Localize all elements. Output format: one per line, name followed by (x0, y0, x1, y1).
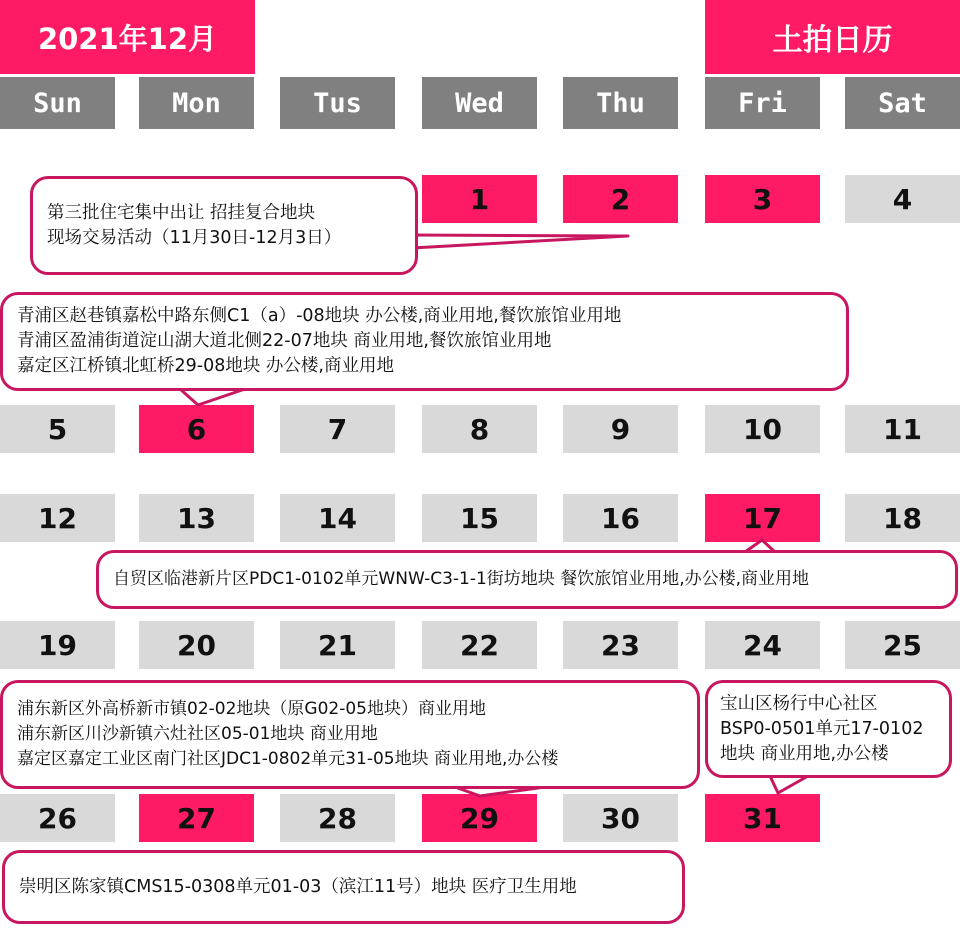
day-cell-10[interactable]: 10 (705, 405, 820, 453)
day-cell-11[interactable]: 11 (845, 405, 960, 453)
callout-dec6 (0, 292, 849, 391)
callout-line: 浦东新区外高桥新市镇02-02地块（原G02-05地块）商业用地 (17, 699, 486, 719)
day-cell-17[interactable]: 17 (705, 494, 820, 542)
day-cell-4[interactable]: 4 (845, 175, 960, 223)
weekday-tus: Tus (280, 77, 395, 129)
callout-dec17 (96, 550, 958, 609)
callout-line: 地块 商业用地,办公楼 (720, 743, 889, 764)
callout-dec1-3 (30, 176, 418, 275)
day-cell-19[interactable]: 19 (0, 621, 115, 669)
callout-line: 自贸区临港新片区PDC1-0102单元WNW-C3-1-1街坊地块 餐饮旅馆业用地,办公楼,商业用地 (113, 569, 810, 589)
day-cell-8[interactable]: 8 (422, 405, 537, 453)
day-cell-5[interactable]: 5 (0, 405, 115, 453)
callout-line: 嘉定区江桥镇北虹桥29-08地块 办公楼,商业用地 (17, 356, 394, 376)
day-cell-30[interactable]: 30 (563, 794, 678, 842)
callout-line: 宝山区杨行中心社区 (720, 693, 878, 714)
callout-pointer-dec31 (770, 776, 808, 793)
day-cell-31[interactable]: 31 (705, 794, 820, 842)
day-cell-25[interactable]: 25 (845, 621, 960, 669)
day-cell-15[interactable]: 15 (422, 494, 537, 542)
day-cell-7[interactable]: 7 (280, 405, 395, 453)
day-cell-3[interactable]: 3 (705, 175, 820, 223)
weekday-thu: Thu (563, 77, 678, 129)
day-cell-26[interactable]: 26 (0, 794, 115, 842)
weekday-fri: Fri (705, 77, 820, 129)
day-cell-9[interactable]: 9 (563, 405, 678, 453)
day-cell-12[interactable]: 12 (0, 494, 115, 542)
day-cell-21[interactable]: 21 (280, 621, 395, 669)
day-cell-13[interactable]: 13 (139, 494, 254, 542)
weekday-wed: Wed (422, 77, 537, 129)
callout-line: 第三批住宅集中出让 招挂复合地块 (47, 202, 316, 223)
callout-pointer-dec6 (180, 389, 245, 405)
callout-line: 浦东新区川沙新镇六灶社区05-01地块 商业用地 (17, 724, 378, 744)
callout-line: 崇明区陈家镇CMS15-0308单元01-03（滨江11号）地块 医疗卫生用地 (19, 876, 577, 897)
day-cell-28[interactable]: 28 (280, 794, 395, 842)
callout-dec27 (2, 850, 685, 924)
callout-line: 青浦区盈浦街道淀山湖大道北侧22-07地块 商业用地,餐饮旅馆业用地 (17, 331, 552, 351)
day-cell-29[interactable]: 29 (422, 794, 537, 842)
day-cell-6[interactable]: 6 (139, 405, 254, 453)
callout-line: 嘉定区嘉定工业区南门社区JDC1-0802单元31-05地块 商业用地,办公楼 (17, 749, 559, 769)
day-cell-1[interactable]: 1 (422, 175, 537, 223)
callout-line: BSP0-0501单元17-0102 (720, 718, 924, 739)
day-cell-24[interactable]: 24 (705, 621, 820, 669)
day-cell-2[interactable]: 2 (563, 175, 678, 223)
day-cell-14[interactable]: 14 (280, 494, 395, 542)
weekday-mon: Mon (139, 77, 254, 129)
day-cell-23[interactable]: 23 (563, 621, 678, 669)
callout-pointer-dec1-3 (410, 235, 628, 248)
weekday-sat: Sat (845, 77, 960, 129)
day-cell-27[interactable]: 27 (139, 794, 254, 842)
app-title: 土拍日历 (705, 0, 960, 74)
callout-line: 青浦区赵巷镇嘉松中路东侧C1（a）-08地块 办公楼,商业用地,餐饮旅馆业用地 (17, 306, 622, 326)
day-cell-20[interactable]: 20 (139, 621, 254, 669)
day-cell-16[interactable]: 16 (563, 494, 678, 542)
weekday-sun: Sun (0, 77, 115, 129)
callout-dec29 (0, 680, 700, 789)
day-cell-18[interactable]: 18 (845, 494, 960, 542)
day-cell-22[interactable]: 22 (422, 621, 537, 669)
callout-dec31 (705, 680, 952, 778)
month-title: 2021年12月 (0, 0, 255, 74)
callout-line: 现场交易活动（11月30日-12月3日） (47, 227, 342, 248)
